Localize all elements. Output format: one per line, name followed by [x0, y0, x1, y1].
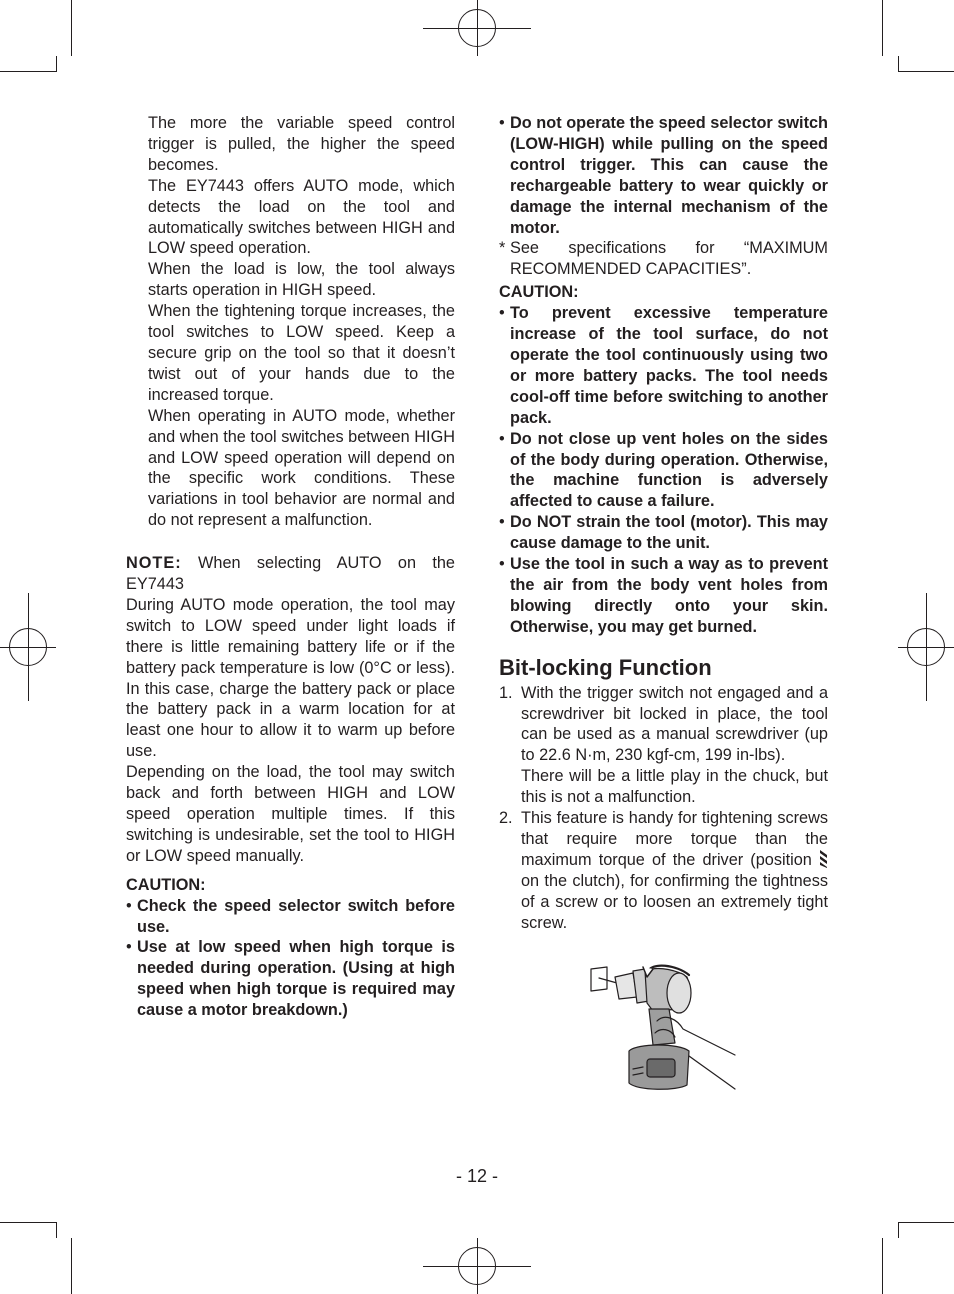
note-heading	[126, 553, 455, 595]
crop-mark-tr-v2	[898, 56, 899, 72]
paragraph-auto-mode: The EY7443 offers AUTO mode, which detects the load on the tool and automatically switches between HIGH and LOW speed operation.	[148, 176, 455, 258]
right-column	[499, 113, 828, 934]
crop-mark-br-v2	[898, 1222, 899, 1238]
caution-item-strain: • Do NOT strain the tool (motor). This may cause damage to the unit.	[499, 512, 828, 554]
paragraph-auto-variations: When operating in AUTO mode, whether and when the tool switches between HIGH and LOW speed operation will depend on the specific work conditions. These variations in tool behavior are normal and do not represent a malfunction.	[148, 406, 455, 530]
caution-item-vent-holes: • Do not close up vent holes on the sides of the body during operation. Otherwise, the machine function is adversely affected to cause a failure.	[499, 429, 828, 513]
crop-mark-bl-v2	[56, 1222, 57, 1238]
list-item-1-subtext: There will be a little play in the chuck, but this is not a malfunction.	[521, 767, 828, 807]
note-text: When selecting AUTO on the EY7443	[126, 554, 455, 594]
list-item-2-text	[521, 808, 828, 933]
caution-item-temperature: • To prevent excessive temperature increase of the tool surface, do not operate the tool continuously using two or more battery packs. The tool needs cool-off time before switching to another pack.	[499, 303, 828, 428]
crop-mark-bl-h	[0, 1222, 56, 1223]
list-item-2-text-before: This feature is handy for tightening screws that require more torque than the maximum torque of the driver (position	[521, 809, 828, 869]
caution-item-air-vent: • Use the tool in such a way as to prevent the air from the body vent holes from blowing directly onto your skin. Otherwise, you may get burned.	[499, 554, 828, 638]
page-number: - 12 -	[455, 1166, 498, 1186]
note-label: NOTE:	[126, 554, 182, 573]
crop-mark-tl-v	[71, 0, 72, 56]
crop-mark-tr-h	[898, 71, 954, 72]
caution-heading-left: CAUTION:	[126, 875, 206, 894]
list-item-1-text: With the trigger switch not engaged and a screwdriver bit locked in place, the tool can be used as a manual screwdriver (up to 22.6 N·m, 230 kgf-cm, 199 in-lbs).	[521, 683, 828, 765]
crop-mark-tl-h	[0, 71, 56, 72]
list-number-1: 1.	[499, 683, 513, 702]
crop-mark-bl-v	[71, 1238, 72, 1294]
list-number-2: 2.	[499, 809, 513, 828]
crop-mark-tl-v2	[56, 56, 57, 72]
crop-mark-br-h	[898, 1222, 954, 1223]
paragraph-low-load: When the load is low, the tool always starts operation in HIGH speed.	[148, 260, 455, 300]
caution-heading-right: CAUTION:	[499, 283, 579, 302]
crop-mark-br-v	[882, 1238, 883, 1294]
list-item-2	[499, 808, 828, 933]
footnote-specifications: * See specifications for “MAXIMUM RECOMMENDED CAPACITIES”.	[499, 238, 828, 280]
note-paragraph-1: During AUTO mode operation, the tool may switch to LOW speed under light loads if there is little remaining battery life or if the battery pack temperature is low (0°C or less). In this case, charge the battery pack or place the battery pack in a warm location for at least one hour to allow it to warm up before use.	[126, 595, 455, 761]
paragraph-torque-increase: When the tightening torque increases, the tool switches to LOW speed. Keep a secure grip on the tool so that it doesn’t twist out of your hands due to the increased torque.	[148, 302, 455, 404]
drill-manual-screwdriver-illustration	[587, 963, 737, 1093]
warning-speed-selector: • Do not operate the speed selector switch (LOW-HIGH) while pulling on the speed control trigger. This can cause the rechargeable battery to wear quickly or damage the internal mechanism of the motor.	[499, 113, 828, 238]
left-column	[126, 113, 455, 1021]
drill-clutch-icon	[819, 850, 828, 868]
list-item-2-text-after: on the clutch), for confirming the tightness of a screw or to loosen an extremely tight screw.	[521, 871, 828, 932]
list-item-1	[499, 683, 828, 808]
crop-mark-tr-v	[882, 0, 883, 56]
note-paragraph-2: Depending on the load, the tool may switch back and forth between HIGH and LOW speed operation multiple times. If this switching is undesirable, set the tool to HIGH or LOW speed manually.	[126, 763, 455, 865]
paragraph-speed-trigger: The more the variable speed control trigger is pulled, the higher the speed becomes.	[148, 114, 455, 174]
caution-item-low-speed: • Use at low speed when high torque is needed during operation. (Using at high speed when high torque is required may cause a motor breakdown.)	[126, 937, 455, 1021]
caution-item-check-switch: • Check the speed selector switch before use.	[126, 896, 455, 938]
section-heading-bit-locking: Bit-locking Function	[499, 654, 712, 680]
